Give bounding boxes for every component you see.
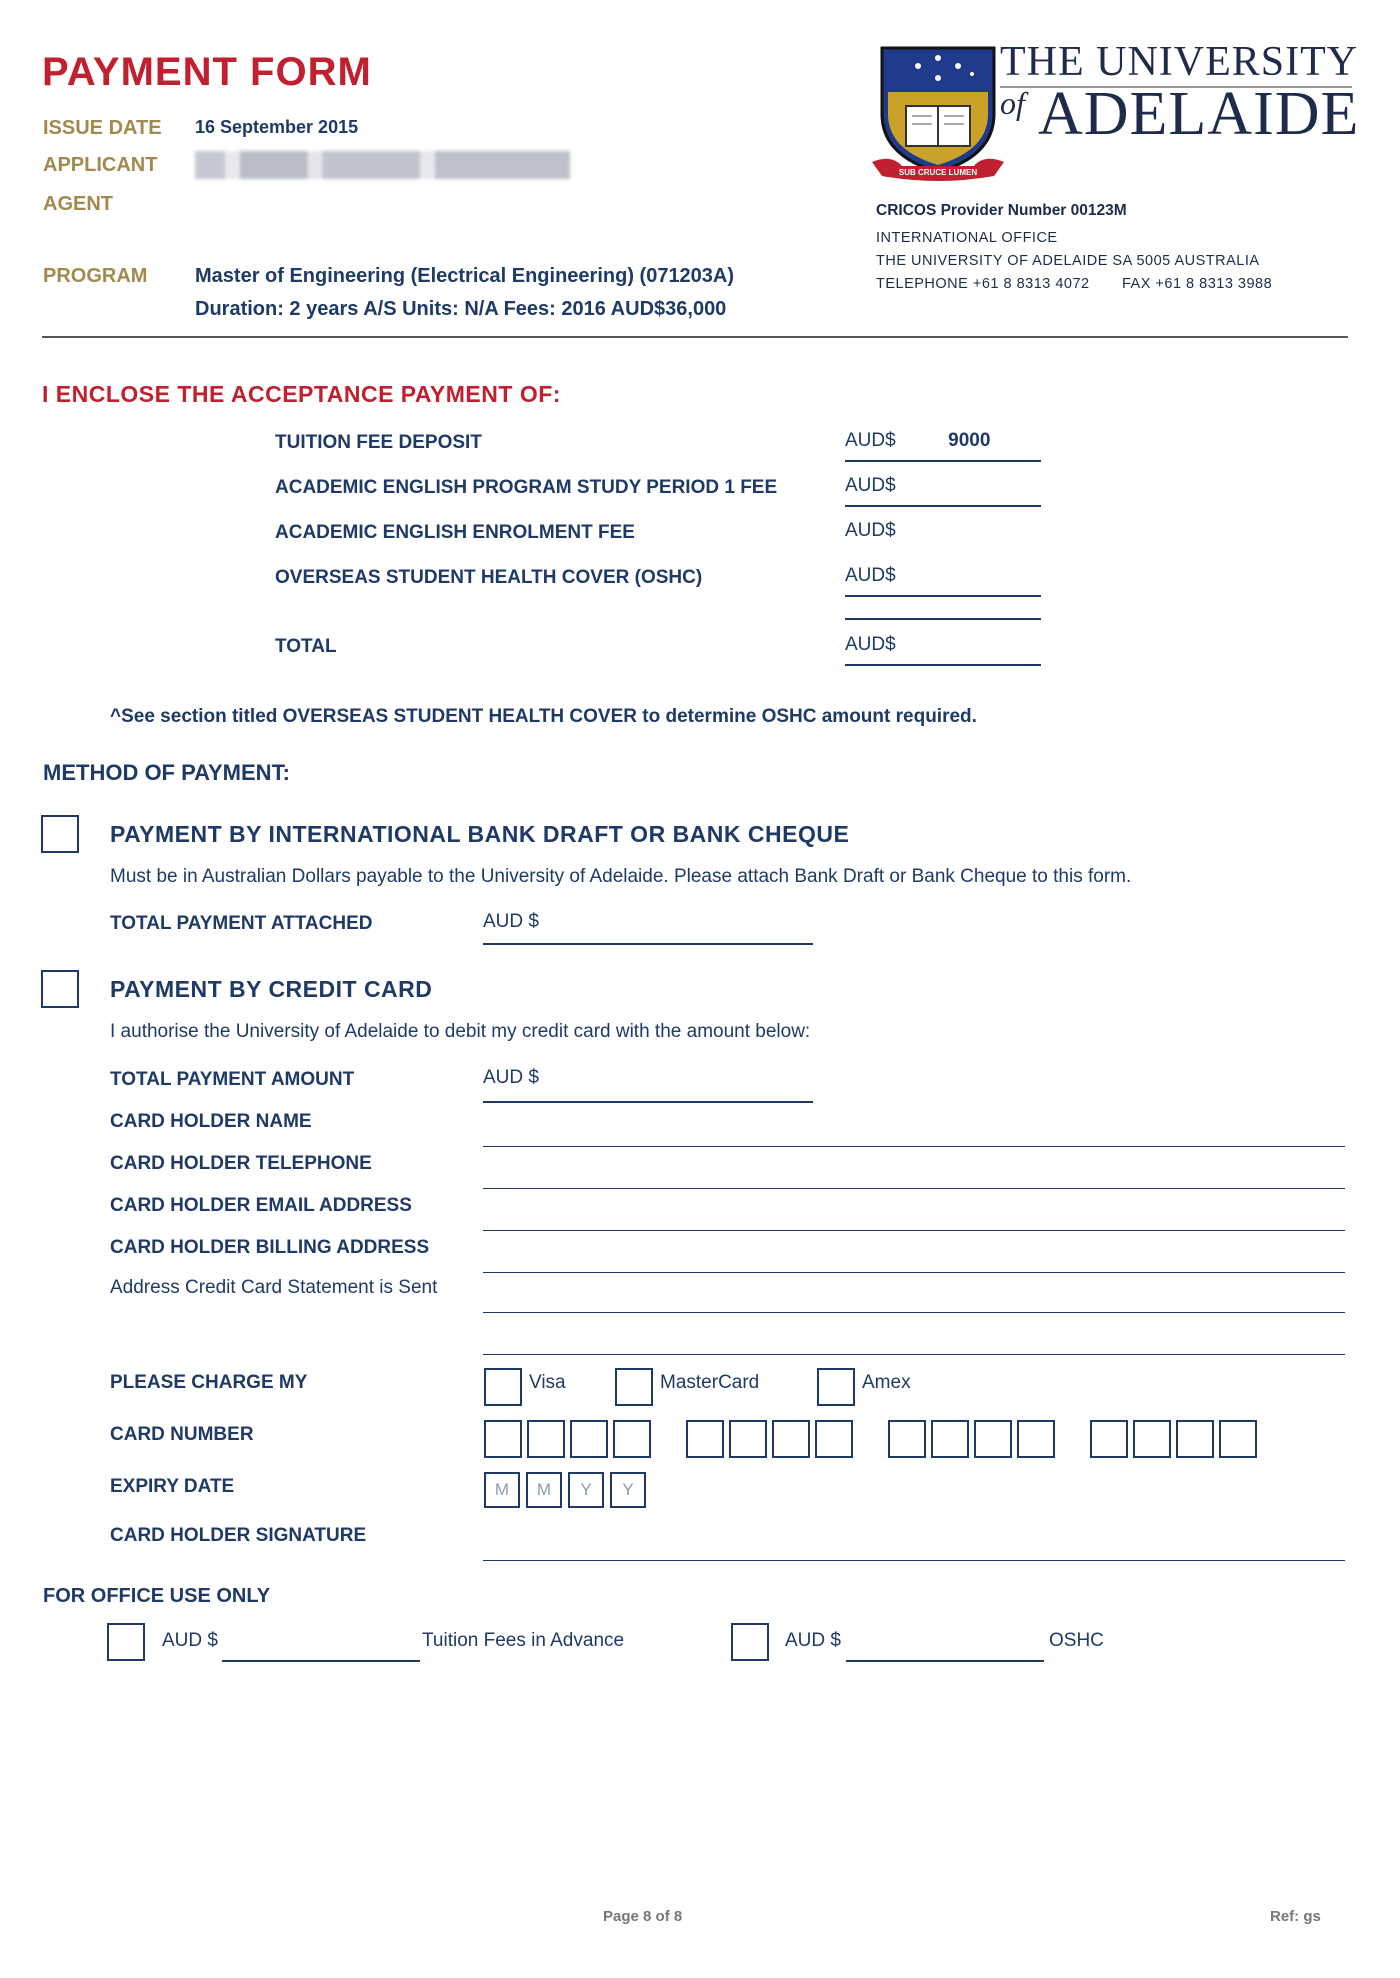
holder-name-field[interactable] [483,1110,1345,1147]
holder-email-label: CARD HOLDER EMAIL ADDRESS [110,1195,412,1216]
card-digit-box[interactable] [1219,1420,1257,1458]
office-use-heading: FOR OFFICE USE ONLY [43,1585,271,1607]
applicant-redacted-value [195,151,570,179]
card-digit-box[interactable] [484,1420,522,1458]
signature-label: CARD HOLDER SIGNATURE [110,1525,367,1546]
header-divider [42,336,1348,338]
expiry-month-box[interactable]: M [484,1472,520,1508]
holder-billing-label: CARD HOLDER BILLING ADDRESS [110,1237,430,1258]
card-digit-box[interactable] [527,1420,565,1458]
expiry-year-box[interactable]: Y [610,1472,646,1508]
card-digit-box[interactable] [686,1420,724,1458]
card-number-group[interactable] [1090,1420,1262,1463]
office-tuition-checkbox[interactable] [107,1623,145,1661]
credit-card-checkbox[interactable] [41,970,79,1008]
card-digit-box[interactable] [931,1420,969,1458]
office-name: INTERNATIONAL OFFICE [876,230,1058,246]
form-title: PAYMENT FORM [42,50,372,94]
card-digit-box[interactable] [1017,1420,1055,1458]
applicant-label: APPLICANT [43,154,158,176]
university-name-of: of [1000,85,1025,121]
office-currency-1: AUD $ [162,1630,218,1651]
university-name-line2: ADELAIDE [1038,80,1360,148]
visa-label: Visa [529,1372,566,1393]
total-amount-field[interactable]: AUD $ [483,1067,813,1103]
holder-name-label: CARD HOLDER NAME [110,1111,312,1132]
amex-checkbox[interactable] [817,1368,855,1406]
card-digit-box[interactable] [1176,1420,1214,1458]
cricos-number: CRICOS Provider Number 00123M [876,202,1127,219]
total-attached-field[interactable]: AUD $ [483,911,813,945]
office-currency-2: AUD $ [785,1630,841,1651]
card-digit-box[interactable] [974,1420,1012,1458]
charge-label: PLEASE CHARGE MY [110,1372,308,1393]
card-digit-box[interactable] [1133,1420,1171,1458]
fee-amount-field[interactable]: AUD$ [845,565,1041,597]
method-heading: METHOD OF PAYMENT: [43,760,290,785]
subtotal-rule [845,618,1041,620]
office-telephone: TELEPHONE +61 8 8313 4072 [876,276,1090,292]
total-amount-label: TOTAL PAYMENT AMOUNT [110,1069,355,1090]
holder-billing-field[interactable] [483,1236,1345,1273]
billing-sub-label: Address Credit Card Statement is Sent [110,1277,438,1298]
program-name: Master of Engineering (Electrical Engineering) (071203A) [195,265,735,287]
expiry-label: EXPIRY DATE [110,1476,235,1497]
card-digit-box[interactable] [1090,1420,1128,1458]
program-label: PROGRAM [43,265,148,287]
office-fax: FAX +61 8 8313 3988 [1122,276,1273,292]
card-number-label: CARD NUMBER [110,1424,254,1445]
mastercard-label: MasterCard [660,1372,760,1393]
card-number-group[interactable] [686,1420,858,1463]
expiry-month-box[interactable]: M [526,1472,562,1508]
office-address: THE UNIVERSITY OF ADELAIDE SA 5005 AUSTRALIA [876,253,1260,269]
issue-date-label: ISSUE DATE [43,117,162,139]
issue-date-value: 16 September 2015 [195,117,359,137]
bank-draft-desc: Must be in Australian Dollars payable to the University of Adelaide. Please attach Bank Draft or Bank Cheque to this form. [110,866,1132,887]
reference: Ref: gs [1270,1908,1321,1925]
card-digit-box[interactable] [613,1420,651,1458]
card-number-group[interactable] [888,1420,1060,1463]
card-digit-box[interactable] [888,1420,926,1458]
office-oshc-label: OSHC [1049,1630,1104,1651]
total-label: TOTAL [275,636,337,657]
card-digit-box[interactable] [729,1420,767,1458]
holder-billing-field-2[interactable] [483,1284,1345,1313]
fee-amount-field[interactable]: AUD$ 9000 [845,430,1041,462]
office-oshc-field[interactable] [846,1628,1044,1662]
bank-draft-checkbox[interactable] [41,815,79,853]
office-tuition-label: Tuition Fees in Advance [422,1630,625,1651]
mastercard-checkbox[interactable] [615,1368,653,1406]
fee-amount-value: 9000 [948,430,991,451]
holder-billing-field-3[interactable] [483,1326,1345,1355]
university-name-line1: THE UNIVERSITY [1000,39,1359,85]
fee-amount-field[interactable]: AUD$ [845,475,1041,507]
university-crest-icon [872,44,1004,184]
bank-draft-title: PAYMENT BY INTERNATIONAL BANK DRAFT OR BANK CHEQUE [110,821,850,847]
credit-card-desc: I authorise the University of Adelaide to debit my credit card with the amount below: [110,1021,811,1042]
fee-item-label: ACADEMIC ENGLISH PROGRAM STUDY PERIOD 1 FEE [275,477,778,498]
fee-item-label: ACADEMIC ENGLISH ENROLMENT FEE [275,522,635,543]
holder-phone-label: CARD HOLDER TELEPHONE [110,1153,372,1174]
amex-label: Amex [862,1372,911,1393]
total-amount-field[interactable]: AUD$ [845,634,1041,666]
credit-card-title: PAYMENT BY CREDIT CARD [110,976,433,1002]
page-number: Page 8 of 8 [603,1908,683,1925]
office-oshc-checkbox[interactable] [731,1623,769,1661]
card-number-group[interactable] [484,1420,656,1463]
agent-label: AGENT [43,193,113,215]
card-digit-box[interactable] [772,1420,810,1458]
total-attached-label: TOTAL PAYMENT ATTACHED [110,913,373,934]
crest-motto: SUB CRUCE LUMEN [898,168,978,177]
fee-amount-field[interactable]: AUD$ [845,520,896,541]
acceptance-heading: I ENCLOSE THE ACCEPTANCE PAYMENT OF: [42,381,561,407]
expiry-year-box[interactable]: Y [568,1472,604,1508]
fee-item-label: TUITION FEE DEPOSIT [275,432,482,453]
expiry-group[interactable] [484,1472,652,1508]
oshc-note: ^See section titled OVERSEAS STUDENT HEALTH COVER to determine OSHC amount required. [110,706,977,727]
holder-phone-field[interactable] [483,1152,1345,1189]
holder-email-field[interactable] [483,1194,1345,1231]
program-details: Duration: 2 years A/S Units: N/A Fees: 2016 AUD$36,000 [195,298,727,320]
fee-item-label: OVERSEAS STUDENT HEALTH COVER (OSHC) [275,567,703,588]
signature-field[interactable] [483,1520,1345,1561]
card-digit-box[interactable] [570,1420,608,1458]
card-digit-box[interactable] [815,1420,853,1458]
visa-checkbox[interactable] [484,1368,522,1406]
office-tuition-field[interactable] [222,1628,420,1662]
